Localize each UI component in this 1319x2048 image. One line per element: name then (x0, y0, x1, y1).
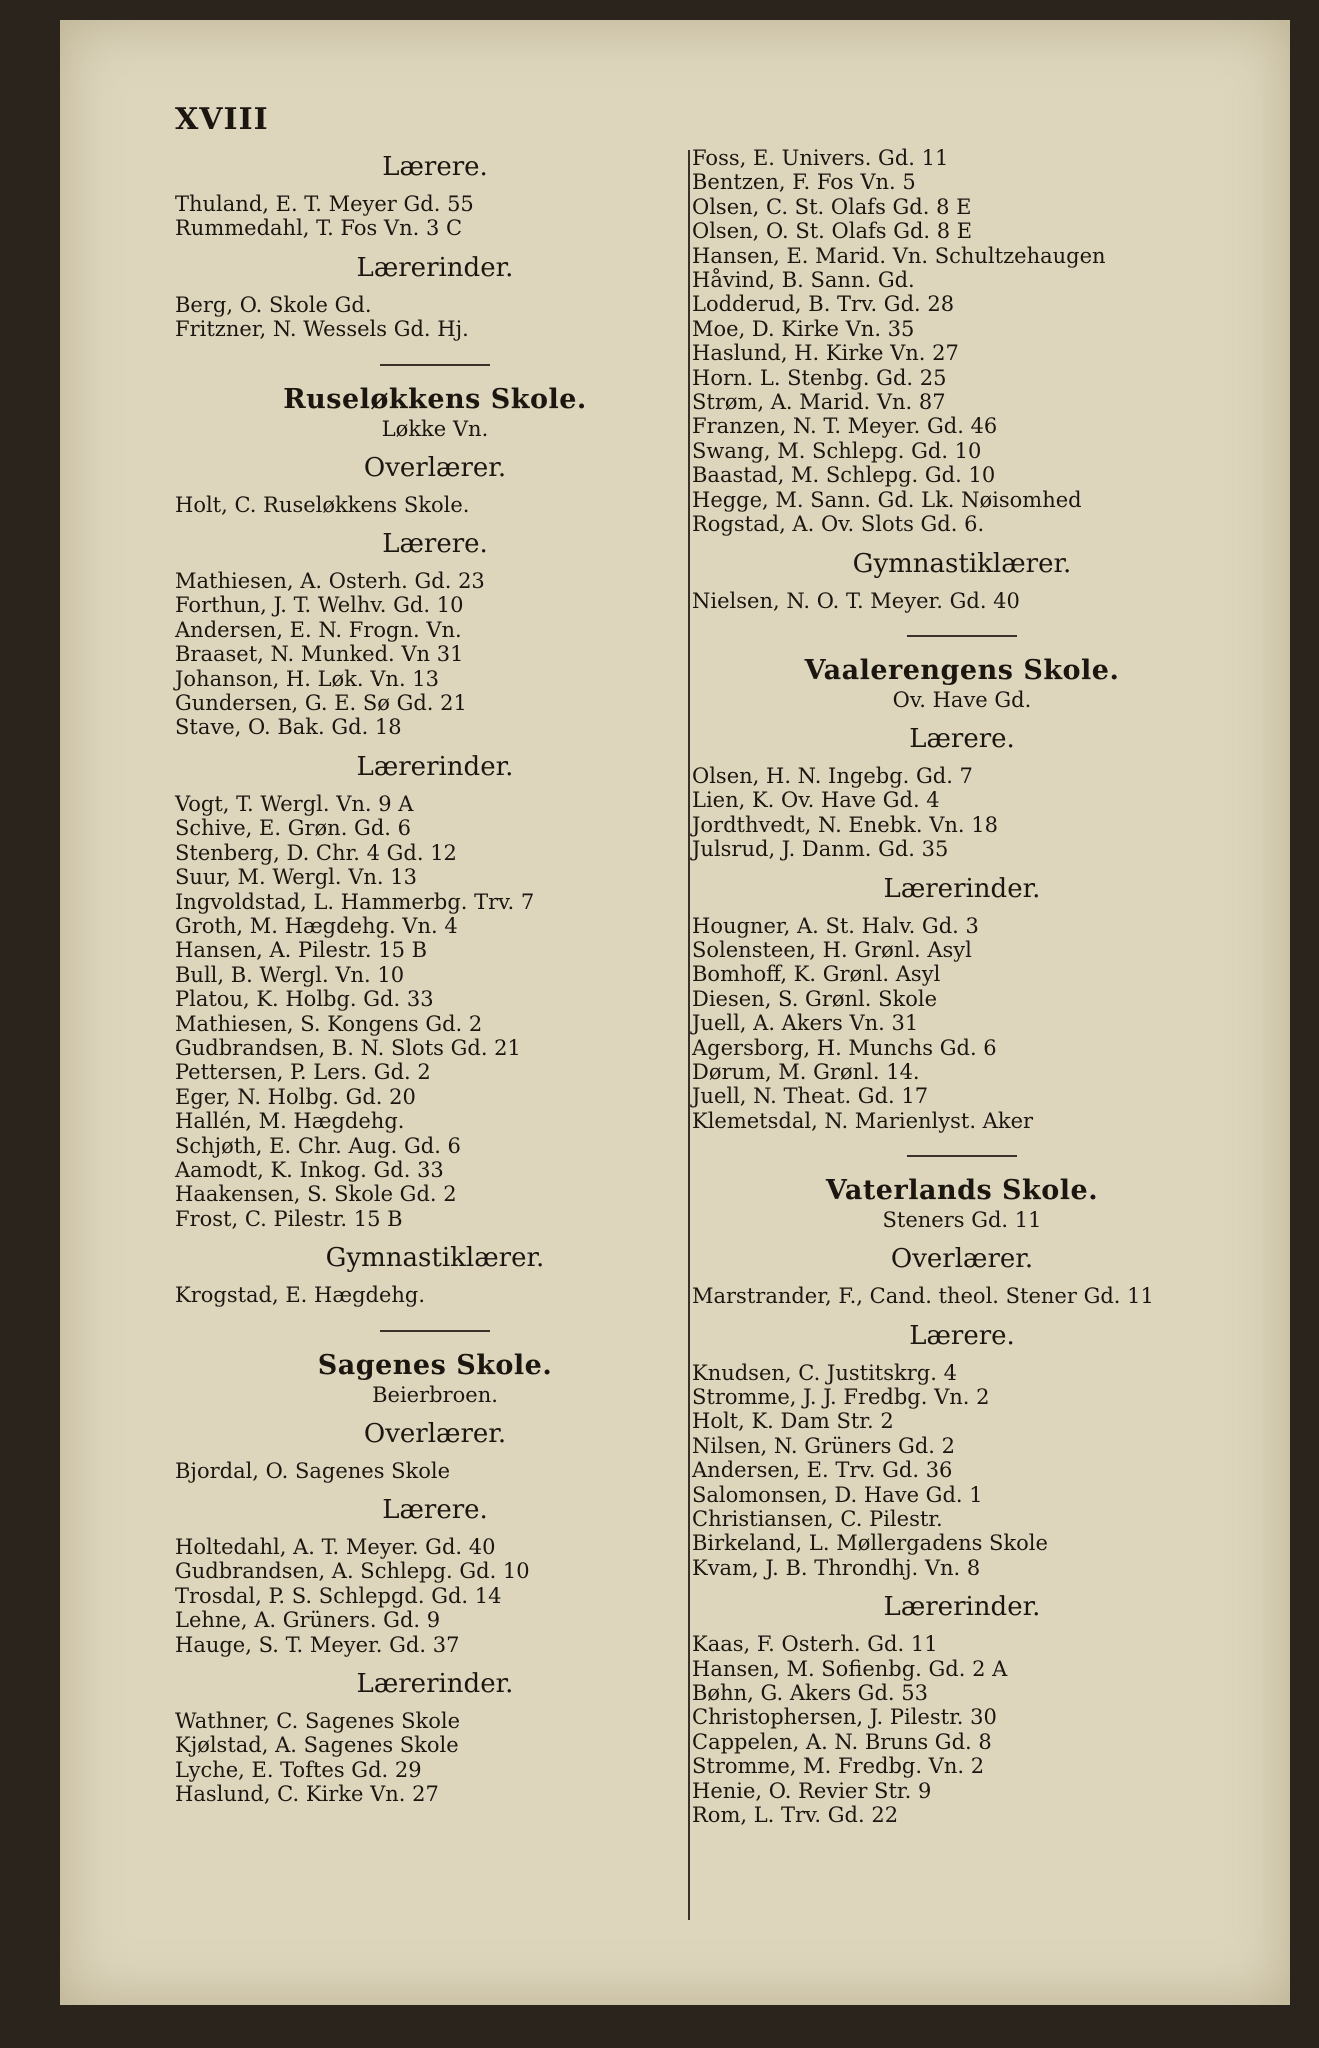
staff-entry: Strøm, A. Marid. Vn. 87 (692, 390, 946, 415)
staff-entry: Hegge, M. Sann. Gd. Lk. Nøisomhed (692, 487, 1082, 512)
staff-entry: Bøhn, G. Akers Gd. 53 (692, 1681, 928, 1706)
staff-entry: Moe, D. Kirke Vn. 35 (692, 316, 915, 341)
staff-entry: Diesen, S. Grønl. Skole (692, 986, 937, 1011)
staff-entry: Haslund, H. Kirke Vn. 27 (692, 341, 959, 366)
staff-entry: Hauge, S. T. Meyer. Gd. 37 (175, 1632, 460, 1657)
section-divider (907, 1155, 1017, 1157)
staff-entry: Trosdal, P. S. Schlepgd. Gd. 14 (175, 1583, 502, 1608)
staff-heading: Lærere. (382, 152, 488, 182)
right-column (692, 146, 1232, 1832)
staff-entry: Juell, N. Theat. Gd. 17 (692, 1084, 929, 1109)
staff-entry: Groth, M. Hægdehg. Vn. 4 (175, 913, 458, 938)
staff-entry: Holt, K. Dam Str. 2 (692, 1409, 894, 1434)
staff-entry: Frost, C. Pilestr. 15 B (175, 1206, 403, 1231)
staff-entry: Braaset, N. Munked. Vn 31 (175, 642, 464, 667)
staff-entry: Olsen, C. St. Olafs Gd. 8 E (692, 194, 972, 219)
staff-heading: Lærerinder. (356, 751, 514, 782)
staff-heading: Overlærer. (890, 1244, 1034, 1275)
staff-entry: Solensteen, H. Grønl. Asyl (692, 937, 972, 962)
staff-list (692, 1632, 1232, 1827)
staff-entry: Rom, L. Trv. Gd. 22 (692, 1803, 899, 1828)
staff-entry: Bentzen, F. Fos Vn. 5 (692, 170, 916, 195)
column-divider (688, 150, 690, 1920)
staff-entry: Haslund, C. Kirke Vn. 27 (175, 1782, 439, 1807)
staff-entry: Nilsen, N. Grüners Gd. 2 (692, 1433, 955, 1458)
staff-entry: Julsrud, J. Danm. Gd. 35 (692, 837, 949, 862)
staff-heading: Lærere. (909, 723, 1015, 754)
staff-entry: Hougner, A. St. Halv. Gd. 3 (692, 913, 979, 938)
staff-list (692, 589, 1232, 613)
section-divider (380, 364, 490, 366)
staff-entry: Olsen, H. N. Ingebg. Gd. 7 (692, 763, 973, 788)
staff-entry: Lehne, A. Grüners. Gd. 9 (175, 1608, 441, 1633)
staff-entry: Andersen, E. N. Frogn. Vn. (175, 617, 462, 642)
staff-entry: Holt, C. Ruseløkkens Skole. (175, 492, 470, 517)
staff-entry: Cappelen, A. N. Bruns Gd. 8 (692, 1729, 992, 1754)
staff-entry: Stenberg, D. Chr. 4 Gd. 12 (175, 840, 457, 865)
staff-entry: Stave, O. Bak. Gd. 18 (175, 715, 402, 740)
staff-heading: Gymnastiklærer. (852, 548, 1072, 579)
staff-entry: Henie, O. Revier Str. 9 (692, 1778, 932, 1803)
school-address: Beierbroen. (372, 1382, 498, 1407)
staff-entry: Foss, E. Univers. Gd. 11 (692, 146, 949, 170)
staff-entry: Johanson, H. Løk. Vn. 13 (175, 666, 440, 691)
section-divider (380, 1330, 490, 1332)
school-section (692, 1175, 1232, 1827)
staff-entry: Franzen, N. T. Meyer. Gd. 46 (692, 414, 998, 439)
staff-entry: Lodderud, B. Trv. Gd. 28 (692, 292, 955, 317)
staff-entry: Christiansen, C. Pilestr. (692, 1507, 943, 1532)
staff-entry: Mathiesen, S. Kongens Gd. 2 (175, 1011, 483, 1036)
staff-entry: Olsen, O. St. Olafs Gd. 8 E (692, 219, 973, 244)
staff-entry: Håvind, B. Sann. Gd. (692, 268, 915, 293)
staff-list (175, 1283, 695, 1307)
section-divider (907, 635, 1017, 637)
staff-entry: Wathner, C. Sagenes Skole (175, 1709, 461, 1734)
staff-entry: Gudbrandsen, B. N. Slots Gd. 21 (175, 1035, 521, 1060)
staff-heading: Lærerinder. (883, 873, 1041, 904)
school-section (175, 1350, 695, 1807)
staff-entry: Aamodt, K. Inkog. Gd. 33 (175, 1157, 444, 1182)
staff-entry: Dørum, M. Grønl. 14. (692, 1059, 920, 1084)
staff-entry: Haakensen, S. Skole Gd. 2 (175, 1182, 457, 1207)
staff-list (692, 1284, 1232, 1308)
staff-entry: Kvam, J. B. Throndhj. Vn. 8 (692, 1555, 981, 1580)
staff-entry: Holtedahl, A. T. Meyer. Gd. 40 (175, 1535, 496, 1559)
staff-entry: Salomonsen, D. Have Gd. 1 (692, 1482, 983, 1507)
staff-entry: Bull, B. Wergl. Vn. 10 (175, 962, 405, 987)
staff-entry: Hallén, M. Hægdehg. (175, 1109, 405, 1134)
staff-heading: Lærere. (382, 529, 488, 560)
staff-entry: Kjølstad, A. Sagenes Skole (175, 1733, 459, 1758)
staff-entry: Bjordal, O. Sagenes Skole (175, 1458, 451, 1483)
staff-entry: Baastad, M. Schlepg. Gd. 10 (692, 463, 996, 488)
staff-entry: Thuland, E. T. Meyer Gd. 55 (175, 192, 474, 216)
staff-entry: Stromme, J. J. Fredbg. Vn. 2 (692, 1385, 990, 1409)
staff-entry: Krogstad, E. Hægdehg. (175, 1283, 426, 1308)
staff-list (692, 1361, 1232, 1581)
staff-list (175, 792, 695, 1231)
staff-entry: Juell, A. Akers Vn. 31 (692, 1011, 919, 1036)
staff-entry: Schjøth, E. Chr. Aug. Gd. 6 (175, 1133, 461, 1158)
school-name: Vaterlands Skole. (825, 1175, 1099, 1207)
left-column (175, 140, 695, 1811)
staff-entry: Marstrander, F., Cand. theol. Stener Gd. 11 (692, 1284, 1154, 1309)
staff-heading: Lærerinder. (356, 1669, 514, 1700)
staff-heading: Lærerinder. (883, 1592, 1041, 1623)
staff-entry: Kaas, F. Osterh. Gd. 11 (692, 1632, 938, 1657)
staff-entry: Ingvoldstad, L. Hammerbg. Trv. 7 (175, 889, 535, 914)
staff-entry: Bomhoff, K. Grønl. Asyl (692, 962, 941, 987)
school-section (692, 655, 1232, 1133)
staff-entry: Agersborg, H. Munchs Gd. 6 (692, 1035, 997, 1060)
school-address: Ov. Have Gd. (892, 687, 1032, 712)
staff-list (175, 1459, 695, 1483)
staff-entry: Lyche, E. Toftes Gd. 29 (175, 1757, 422, 1782)
school-address: Løkke Vn. (381, 416, 489, 441)
staff-entry: Nielsen, N. O. T. Meyer. Gd. 40 (692, 588, 1020, 613)
staff-entry: Klemetsdal, N. Marienlyst. Aker (692, 1108, 1034, 1133)
school-name: Ruseløkkens Skole. (283, 383, 587, 415)
staff-heading: Lærere. (382, 1495, 488, 1525)
school-name: Vaalerengens Skole. (804, 654, 1120, 686)
staff-entry: Swang, M. Schlepg. Gd. 10 (692, 438, 982, 463)
staff-entry: Christophersen, J. Pilestr. 30 (692, 1705, 997, 1730)
school-section (175, 384, 695, 1308)
staff-entry: Gundersen, G. E. Sø Gd. 21 (175, 691, 467, 716)
staff-entry: Forthun, J. T. Welhv. Gd. 10 (175, 593, 464, 618)
staff-list (692, 764, 1232, 862)
staff-entry: Mathiesen, A. Osterh. Gd. 23 (175, 569, 485, 594)
staff-entry: Berg, O. Skole Gd. (175, 292, 372, 317)
staff-entry: Hansen, E. Marid. Vn. Schultzehaugen (692, 243, 1106, 268)
school-section (692, 146, 1232, 613)
staff-entry: Pettersen, P. Lers. Gd. 2 (175, 1060, 431, 1085)
staff-entry: Hansen, M. Sofienbg. Gd. 2 A (692, 1656, 1008, 1681)
staff-list (175, 1709, 695, 1807)
staff-heading: Lærere. (909, 1320, 1015, 1351)
staff-list (692, 146, 1232, 537)
staff-entry: Birkeland, L. Møllergadens Skole (692, 1531, 1048, 1556)
staff-entry: Stromme, M. Fredbg. Vn. 2 (692, 1754, 985, 1779)
staff-entry: Platou, K. Holbg. Gd. 33 (175, 987, 434, 1012)
staff-heading: Overlærer. (363, 1418, 507, 1449)
staff-list (692, 914, 1232, 1134)
school-address: Steners Gd. 11 (882, 1208, 1042, 1233)
staff-list (175, 493, 695, 517)
staff-entry: Gudbrandsen, A. Schlepg. Gd. 10 (175, 1559, 530, 1584)
staff-heading: Lærerinder. (356, 252, 514, 283)
page-number: XVIII (175, 102, 269, 137)
staff-heading: Overlærer. (363, 452, 507, 483)
school-name: Sagenes Skole. (317, 1349, 553, 1381)
staff-entry: Schive, E. Grøn. Gd. 6 (175, 816, 411, 841)
staff-list (175, 192, 695, 241)
staff-list (175, 1535, 695, 1657)
staff-entry: Knudsen, C. Justitskrg. 4 (692, 1360, 957, 1385)
staff-list (175, 293, 695, 342)
staff-entry: Hansen, A. Pilestr. 15 B (175, 938, 428, 963)
staff-list (175, 569, 695, 740)
staff-entry: Vogt, T. Wergl. Vn. 9 A (175, 791, 414, 816)
staff-entry: Fritzner, N. Wessels Gd. Hj. (175, 317, 469, 342)
staff-entry: Suur, M. Wergl. Vn. 13 (175, 865, 417, 890)
staff-entry: Andersen, E. Trv. Gd. 36 (692, 1458, 953, 1483)
school-section (175, 152, 695, 342)
staff-entry: Jordthvedt, N. Enebk. Vn. 18 (692, 812, 998, 837)
staff-entry: Rummedahl, T. Fos Vn. 3 C (175, 216, 463, 241)
staff-entry: Eger, N. Holbg. Gd. 20 (175, 1084, 416, 1109)
staff-heading: Gymnastiklærer. (325, 1243, 545, 1274)
staff-entry: Horn. L. Stenbg. Gd. 25 (692, 365, 947, 390)
staff-entry: Lien, K. Ov. Have Gd. 4 (692, 788, 940, 813)
staff-entry: Rogstad, A. Ov. Slots Gd. 6. (692, 512, 985, 537)
